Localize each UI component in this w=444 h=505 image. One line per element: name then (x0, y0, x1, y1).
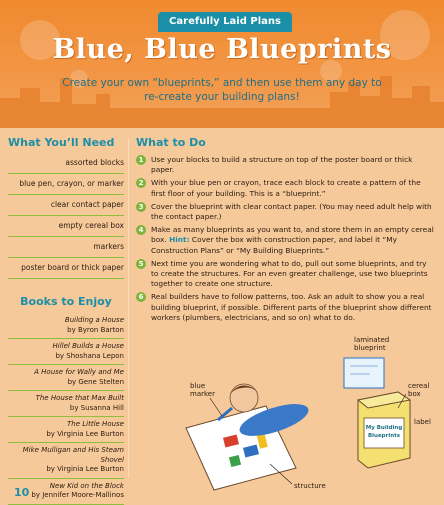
sidebar (8, 136, 124, 505)
book-title: The Little House (67, 420, 124, 428)
book-author: by Virginia Lee Burton (46, 429, 124, 438)
list-item (8, 339, 124, 365)
step-item (136, 292, 436, 323)
step-text: With your blue pen or crayon, trace each block to create a pattern of the first floor of your building. This is a “blueprint.” (151, 178, 421, 198)
books-heading: Books to Enjoy (20, 295, 112, 308)
book-author: by Virginia Lee Burton (46, 465, 124, 473)
steps-heading: What to Do (136, 136, 206, 149)
hint-text: Cover the box with construction paper, and label it “My Construction Plans” or “My Building Blueprints.” (151, 235, 397, 255)
step-text: Cover the blueprint with clear contact paper. (You may need adult help with the contact paper.) (151, 201, 432, 222)
list-item: poster board or thick paper (8, 258, 124, 279)
step-number: 2 (136, 178, 146, 188)
book-title: The House that Max Built (35, 394, 124, 402)
step-item (136, 225, 436, 256)
step-item (136, 259, 436, 290)
label-marker: marker (190, 390, 215, 398)
needs-heading: What You’ll Need (8, 136, 115, 149)
list-item (8, 391, 124, 417)
list-item: blue pen, crayon, or marker (8, 174, 124, 195)
label-structure: structure (294, 482, 326, 490)
step-text: Real builders have to follow patterns, too. Ask an adult to show you a real building blueprint, if possible. Different parts of the blueprint show different workers (plumbers, electricians, and so on) what to do. (151, 292, 432, 322)
list-item: markers (8, 237, 124, 258)
list-item: empty cereal box (8, 216, 124, 237)
laminated-blueprint (344, 358, 384, 388)
list-item (8, 417, 124, 443)
header-banner (0, 0, 444, 128)
step-number: 6 (136, 292, 146, 302)
book-title: New Kid on the Block (49, 481, 124, 490)
page-subtitle: Create your own “blueprints,” and then use them any day to re-create your building plans! (62, 77, 382, 103)
book-author: by Jennifer Moore-Mallinos (31, 491, 124, 499)
step-text: Use your blocks to build a structure on top of the poster board or thick paper. (151, 155, 413, 175)
list-item (8, 443, 124, 479)
book-author: by Susanna Hill (69, 403, 124, 412)
step-number: 5 (136, 259, 146, 269)
book-author: by Gene Stelten (67, 377, 124, 386)
books-section (8, 295, 124, 505)
section-tab: Carefully Laid Plans (158, 12, 292, 32)
label-box: box (408, 390, 421, 398)
needs-list (8, 153, 124, 279)
book-author: by Byron Barton (67, 325, 124, 334)
book-title: A House for Wally and Me (34, 368, 124, 376)
instructions (136, 136, 436, 326)
label-laminated: laminated (354, 336, 390, 344)
column-divider (128, 138, 129, 478)
step-text: Next time you are wondering what to do, pull out some blueprints, and try to create the structures. For an even greater challenge, use two blueprints together to create one structure. (151, 258, 428, 289)
list-item: clear contact paper (8, 195, 124, 216)
list-item: assorted blocks (8, 153, 124, 174)
label-label: label (414, 418, 431, 426)
box-label-text: My Building (365, 425, 403, 431)
step-item (136, 202, 436, 222)
label-blueprint: blueprint (354, 344, 386, 352)
step-number: 1 (136, 155, 146, 165)
list-item (8, 313, 124, 339)
book-title: Hillel Builds a House (52, 342, 124, 350)
list-item (8, 365, 124, 391)
child-head (230, 384, 258, 412)
box-label-text: Blueprints (367, 433, 401, 439)
books-list (8, 313, 124, 505)
hint-label: Hint: (169, 235, 190, 245)
book-title: Building a House (64, 316, 124, 324)
label-cereal: cereal (408, 382, 430, 390)
step-number: 4 (136, 225, 146, 235)
step-item (136, 178, 436, 198)
label-blue: blue (190, 382, 206, 390)
illustration (146, 328, 436, 494)
book-title: Mike Mulligan and His Steam Shovel (22, 446, 124, 464)
step-number: 3 (136, 202, 146, 212)
step-text: Make as many blueprints as you want to, and store them in an empty cereal box. (151, 225, 434, 245)
book-author: by Shoshana Lepon (55, 351, 124, 360)
step-item (136, 155, 436, 175)
page-title: Blue, Blue Blueprints (52, 34, 392, 65)
page-number: 10 (14, 486, 30, 499)
